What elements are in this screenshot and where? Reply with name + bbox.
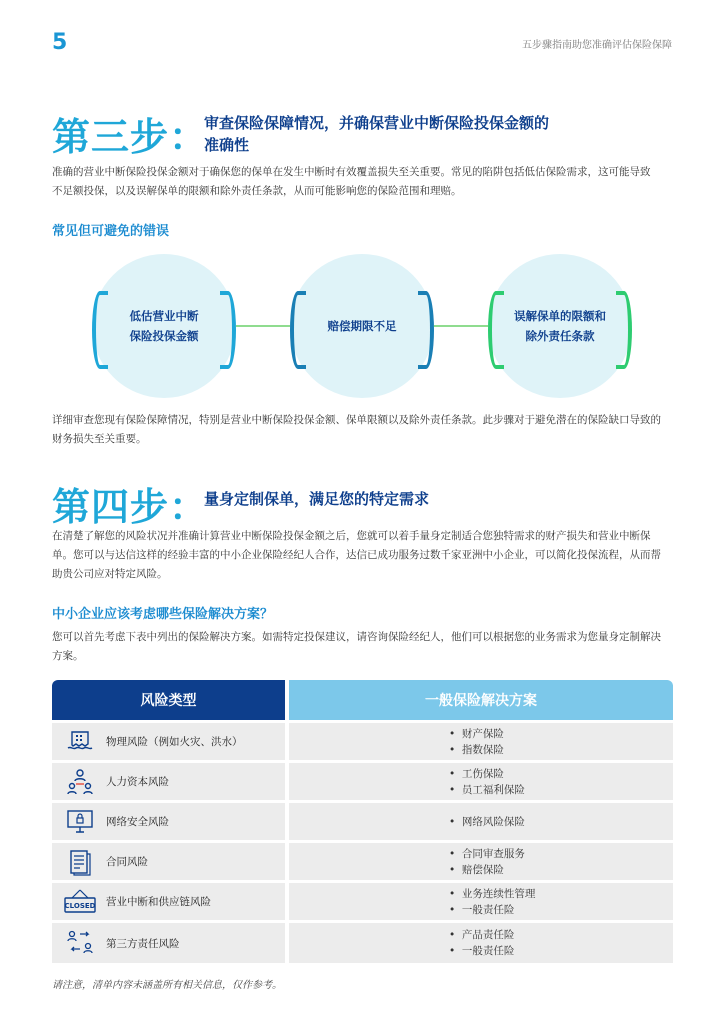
solution-item: • 工伤保险 — [449, 767, 504, 780]
step4-subtitle: 量身定制保单，满足您的特定需求 — [204, 490, 430, 508]
risk-type-label: 网络安全风险 — [106, 816, 169, 828]
flood-building-icon — [60, 727, 100, 757]
contract-document-icon — [60, 847, 100, 877]
risk-type-label: 人力资本风险 — [106, 776, 169, 788]
step4-label: 第四步： — [52, 485, 209, 529]
solution-text: 赔偿保险 — [461, 863, 504, 876]
solutions-intro-line2: 方案。 — [52, 650, 84, 662]
solution-text: 指数保险 — [461, 743, 504, 756]
mistake-2-line1: 赔偿期限不足 — [327, 319, 397, 333]
table-row — [52, 803, 285, 840]
connector-1 — [235, 325, 291, 327]
solution-item: • 网络风险保险 — [449, 815, 525, 828]
mistake-3-line2: 除外责任条款 — [525, 329, 595, 343]
solutions-heading: 中小企业应该考虑哪些保险解决方案？ — [52, 607, 274, 622]
solution-item: • 赔偿保险 — [449, 863, 504, 876]
solutions-intro — [52, 628, 682, 666]
brace-right-1 — [220, 291, 236, 369]
mistake-circle-3 — [488, 254, 632, 398]
risk-type-label: 营业中断和供应链风险 — [106, 896, 211, 908]
footer-note: 请注意，清单内容未涵盖所有相关信息，仅作参考。 — [52, 980, 282, 991]
mistake-1-line1: 低估营业中断 — [129, 309, 199, 323]
brace-right-3 — [616, 291, 632, 369]
solution-item: • 财产保险 — [449, 727, 504, 740]
mistake-3-line1: 误解保单的限额和 — [514, 309, 606, 323]
mistakes-heading: 常见但可避免的错误 — [52, 224, 170, 239]
step3-label: 第三步： — [52, 115, 209, 159]
brace-right-2 — [418, 291, 434, 369]
page-number: 5 — [52, 30, 68, 55]
solution-text: 一般责任险 — [461, 903, 515, 916]
step3-subtitle-line1: 审查保险保障情况，并确保营业中断保险投保金额的 — [204, 114, 550, 132]
step4-intro-line1: 在清楚了解您的风险状况并准确计算营业中断保险投保金额之后，您就可以着手量身定制适合您独特需求的财产损失和营业中断保 — [52, 530, 651, 542]
brace-left-1 — [92, 291, 108, 369]
solution-text: 业务连续性管理 — [461, 887, 536, 900]
step3-intro — [52, 163, 682, 201]
mistake-1-line2: 保险投保金额 — [129, 329, 199, 343]
step3-conclusion-line1: 详细审查您现有保险保障情况，特别是营业中断保险投保金额、保单限额以及除外责任条款。此步骤对于避免潜在的保险缺口导致的 — [52, 414, 661, 426]
table-row — [52, 723, 285, 760]
table-cell-solutions — [289, 723, 673, 760]
risk-type-label: 合同风险 — [106, 856, 148, 868]
solution-text: 员工福利保险 — [461, 783, 525, 796]
document-title: 五步骤指南助您准确评估保险保障 — [522, 40, 672, 51]
step3-conclusion-line2: 财务损失至关重要。 — [52, 433, 147, 445]
connector-2 — [433, 325, 489, 327]
table-cell-solutions — [289, 843, 673, 880]
solution-text: 合同审查服务 — [461, 847, 525, 860]
step3-conclusion — [52, 411, 682, 449]
solution-text: 网络风险保险 — [461, 815, 525, 828]
brace-left-3 — [488, 291, 504, 369]
people-network-icon — [60, 767, 100, 797]
risk-type-label: 第三方责任风险 — [106, 937, 180, 950]
solution-text: 产品责任险 — [461, 929, 515, 941]
table-row — [52, 843, 285, 880]
table-row — [52, 883, 285, 920]
third-party-exchange-icon — [60, 928, 100, 958]
step4-intro-line3: 助贵公司应对特定风险。 — [52, 568, 168, 580]
solution-item: • 一般责任险 — [449, 945, 515, 957]
solutions-intro-line1: 您可以首先考虑下表中列出的保险解决方案。如需特定投保建议，请咨询保险经纪人，他们可以根据您的业务需求为您量身定制解决 — [52, 631, 661, 643]
solution-item: • 合同审查服务 — [449, 847, 525, 860]
mistake-circle-1 — [92, 254, 236, 398]
solution-item: • 业务连续性管理 — [449, 887, 536, 900]
table-cell-solutions — [289, 763, 673, 800]
solution-item: • 指数保险 — [449, 743, 504, 756]
table-header-solutions: 一般保险解决方案 — [289, 680, 673, 720]
step4-intro — [52, 527, 682, 584]
table-row — [52, 923, 285, 963]
table-cell-solutions — [289, 923, 673, 963]
table-row — [52, 763, 285, 800]
solution-item: • 一般责任险 — [449, 903, 515, 916]
brace-left-2 — [290, 291, 306, 369]
closed-sign-text: CLOSED — [64, 901, 96, 910]
step3-subtitle-line2: 准确性 — [204, 136, 250, 154]
table-cell-solutions — [289, 803, 673, 840]
risk-type-label: 物理风险（例如火灾、洪水） — [106, 736, 243, 748]
closed-sign-icon — [60, 887, 100, 917]
table-cell-solutions — [289, 883, 673, 920]
step3-subtitle — [204, 112, 549, 156]
table-header-risk-type: 风险类型 — [52, 680, 285, 720]
mistake-circle-2 — [290, 254, 434, 398]
secure-monitor-icon — [60, 807, 100, 837]
solution-item: • 产品责任险 — [449, 929, 515, 941]
step4-intro-line2: 单。您可以与达信这样的经验丰富的中小企业保险经纪人合作，达信已成功服务过数千家亚洲中小企业，可以简化投保流程，从而帮 — [52, 549, 661, 561]
solution-text: 一般责任险 — [461, 945, 515, 957]
solution-item: • 员工福利保险 — [449, 783, 525, 796]
step3-intro-line2: 不足额投保，以及误解保单的限额和除外责任条款，从而可能影响您的保险范围和理赔。 — [52, 185, 462, 197]
solution-text: 工伤保险 — [461, 767, 504, 780]
step3-intro-line1: 准确的营业中断保险投保金额对于确保您的保单在发生中断时有效覆盖损失至关重要。常见的陷阱包括低估保险需求，这可能导致 — [52, 166, 651, 178]
solution-text: 财产保险 — [461, 727, 504, 740]
